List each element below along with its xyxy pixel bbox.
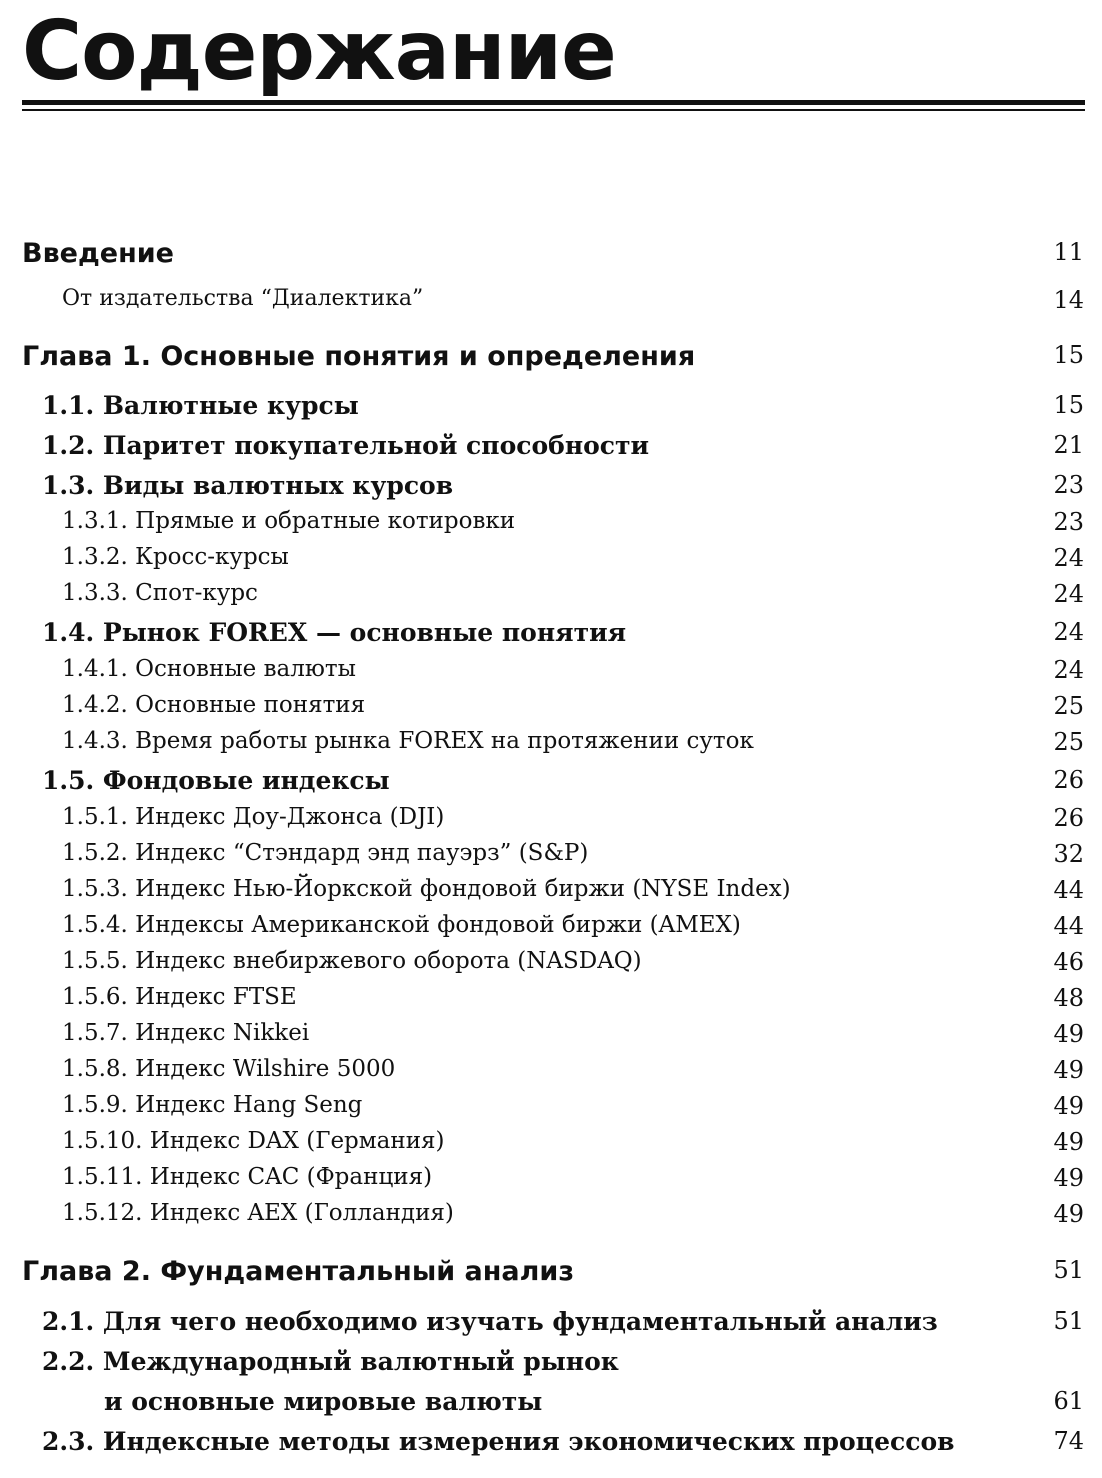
toc-entry-title: 1.1. Валютные курсы (42, 391, 359, 420)
title-rule-thick (22, 100, 1085, 105)
toc-entry-title: 1.4.3. Время работы рынка FOREX на протяжении суток (62, 728, 754, 754)
toc-entry-title: 1.4. Рынок FOREX — основные понятия (42, 618, 627, 647)
toc-entry-page-number: 49 (1053, 1164, 1084, 1192)
toc-entry-title: и основные мировые валюты (104, 1387, 543, 1416)
toc-entry-page-number: 51 (1053, 1256, 1084, 1284)
toc-entry-page-number: 49 (1053, 1128, 1084, 1156)
toc-entry-page-number: 49 (1053, 1020, 1084, 1048)
toc-entry-title: 2.3. Индексные методы измерения экономических процессов (42, 1427, 955, 1456)
toc-entry-page-number: 23 (1053, 471, 1084, 499)
toc-entry-page-number: 61 (1053, 1387, 1084, 1415)
toc-entry-page-number: 46 (1053, 948, 1084, 976)
toc-entry-title: 1.5.1. Индекс Доу-Джонса (DJI) (62, 804, 445, 830)
toc-entry-title: 1.5. Фондовые индексы (42, 766, 390, 795)
toc-entry-page-number: 24 (1053, 580, 1084, 608)
toc-entry-title: Глава 1. Основные понятия и определения (22, 341, 696, 372)
toc-entry-page-number: 51 (1053, 1307, 1084, 1335)
toc-entry-title: 2.2. Международный валютный рынок (42, 1347, 619, 1376)
toc-entry-title: 1.3.3. Спот-курс (62, 580, 258, 606)
toc-entry-page-number: 49 (1053, 1092, 1084, 1120)
toc-entry-title: 1.5.11. Индекс CAC (Франция) (62, 1164, 433, 1190)
toc-entry-title: Введение (22, 238, 174, 269)
toc-entry-title: 1.5.3. Индекс Нью-Йоркской фондовой биржи (NYSE Index) (62, 876, 791, 902)
toc-entry-page-number: 23 (1053, 508, 1084, 536)
toc-entry-page-number: 14 (1053, 286, 1084, 314)
toc-entry-title: 1.5.2. Индекс “Стэндард энд пауэрз” (S&P) (62, 840, 589, 866)
toc-entry-page-number: 15 (1053, 391, 1084, 419)
toc-entry-title: От издательства “Диалектика” (62, 286, 424, 311)
toc-entry-page-number: 24 (1053, 544, 1084, 572)
page-title: Содержание (22, 4, 616, 99)
toc-entry-title: Глава 2. Фундаментальный анализ (22, 1256, 575, 1287)
toc-entry-title: 1.5.9. Индекс Hang Seng (62, 1092, 363, 1118)
toc-entry-title: 1.5.7. Индекс Nikkei (62, 1020, 310, 1046)
toc-entry-title: 1.5.10. Индекс DAX (Германия) (62, 1128, 445, 1154)
toc-entry-title: 1.5.8. Индекс Wilshire 5000 (62, 1056, 396, 1082)
toc-entry-page-number: 49 (1053, 1200, 1084, 1228)
toc-entry-page-number: 21 (1053, 431, 1084, 459)
toc-entry-page-number: 49 (1053, 1056, 1084, 1084)
toc-entry-title: 1.5.12. Индекс AEX (Голландия) (62, 1200, 454, 1226)
toc-entry-page-number: 24 (1053, 656, 1084, 684)
toc-entry-page-number: 25 (1053, 692, 1084, 720)
toc-entry-title: 1.5.6. Индекс FTSE (62, 984, 297, 1010)
toc-entry-title: 1.4.1. Основные валюты (62, 656, 356, 682)
toc-entry-title: 1.3.1. Прямые и обратные котировки (62, 508, 516, 534)
toc-entry-page-number: 15 (1053, 341, 1084, 369)
toc-entry-page-number: 44 (1053, 912, 1084, 940)
toc-entry-page-number: 32 (1053, 840, 1084, 868)
toc-entry-title: 2.1. Для чего необходимо изучать фундаментальный анализ (42, 1307, 938, 1336)
toc-entry-title: 1.4.2. Основные понятия (62, 692, 366, 718)
toc-entry-page-number: 24 (1053, 618, 1084, 646)
toc-entry-page-number: 11 (1053, 238, 1084, 266)
toc-entry-page-number: 26 (1053, 804, 1084, 832)
toc-entry-title: 1.3.2. Кросс-курсы (62, 544, 289, 570)
toc-entry-page-number: 44 (1053, 876, 1084, 904)
toc-entry-page-number: 74 (1053, 1427, 1084, 1455)
toc-entry-title: 1.5.4. Индексы Американской фондовой биржи (AMEX) (62, 912, 741, 938)
title-rule-thin (22, 109, 1085, 111)
toc-entry-title: 1.3. Виды валютных курсов (42, 471, 454, 500)
toc-entry-page-number: 25 (1053, 728, 1084, 756)
toc-entry-page-number: 48 (1053, 984, 1084, 1012)
toc-entry-page-number: 26 (1053, 766, 1084, 794)
toc-entry-title: 1.5.5. Индекс внебиржевого оборота (NASDAQ) (62, 948, 642, 974)
toc-entry-title: 1.2. Паритет покупательной способности (42, 431, 650, 460)
